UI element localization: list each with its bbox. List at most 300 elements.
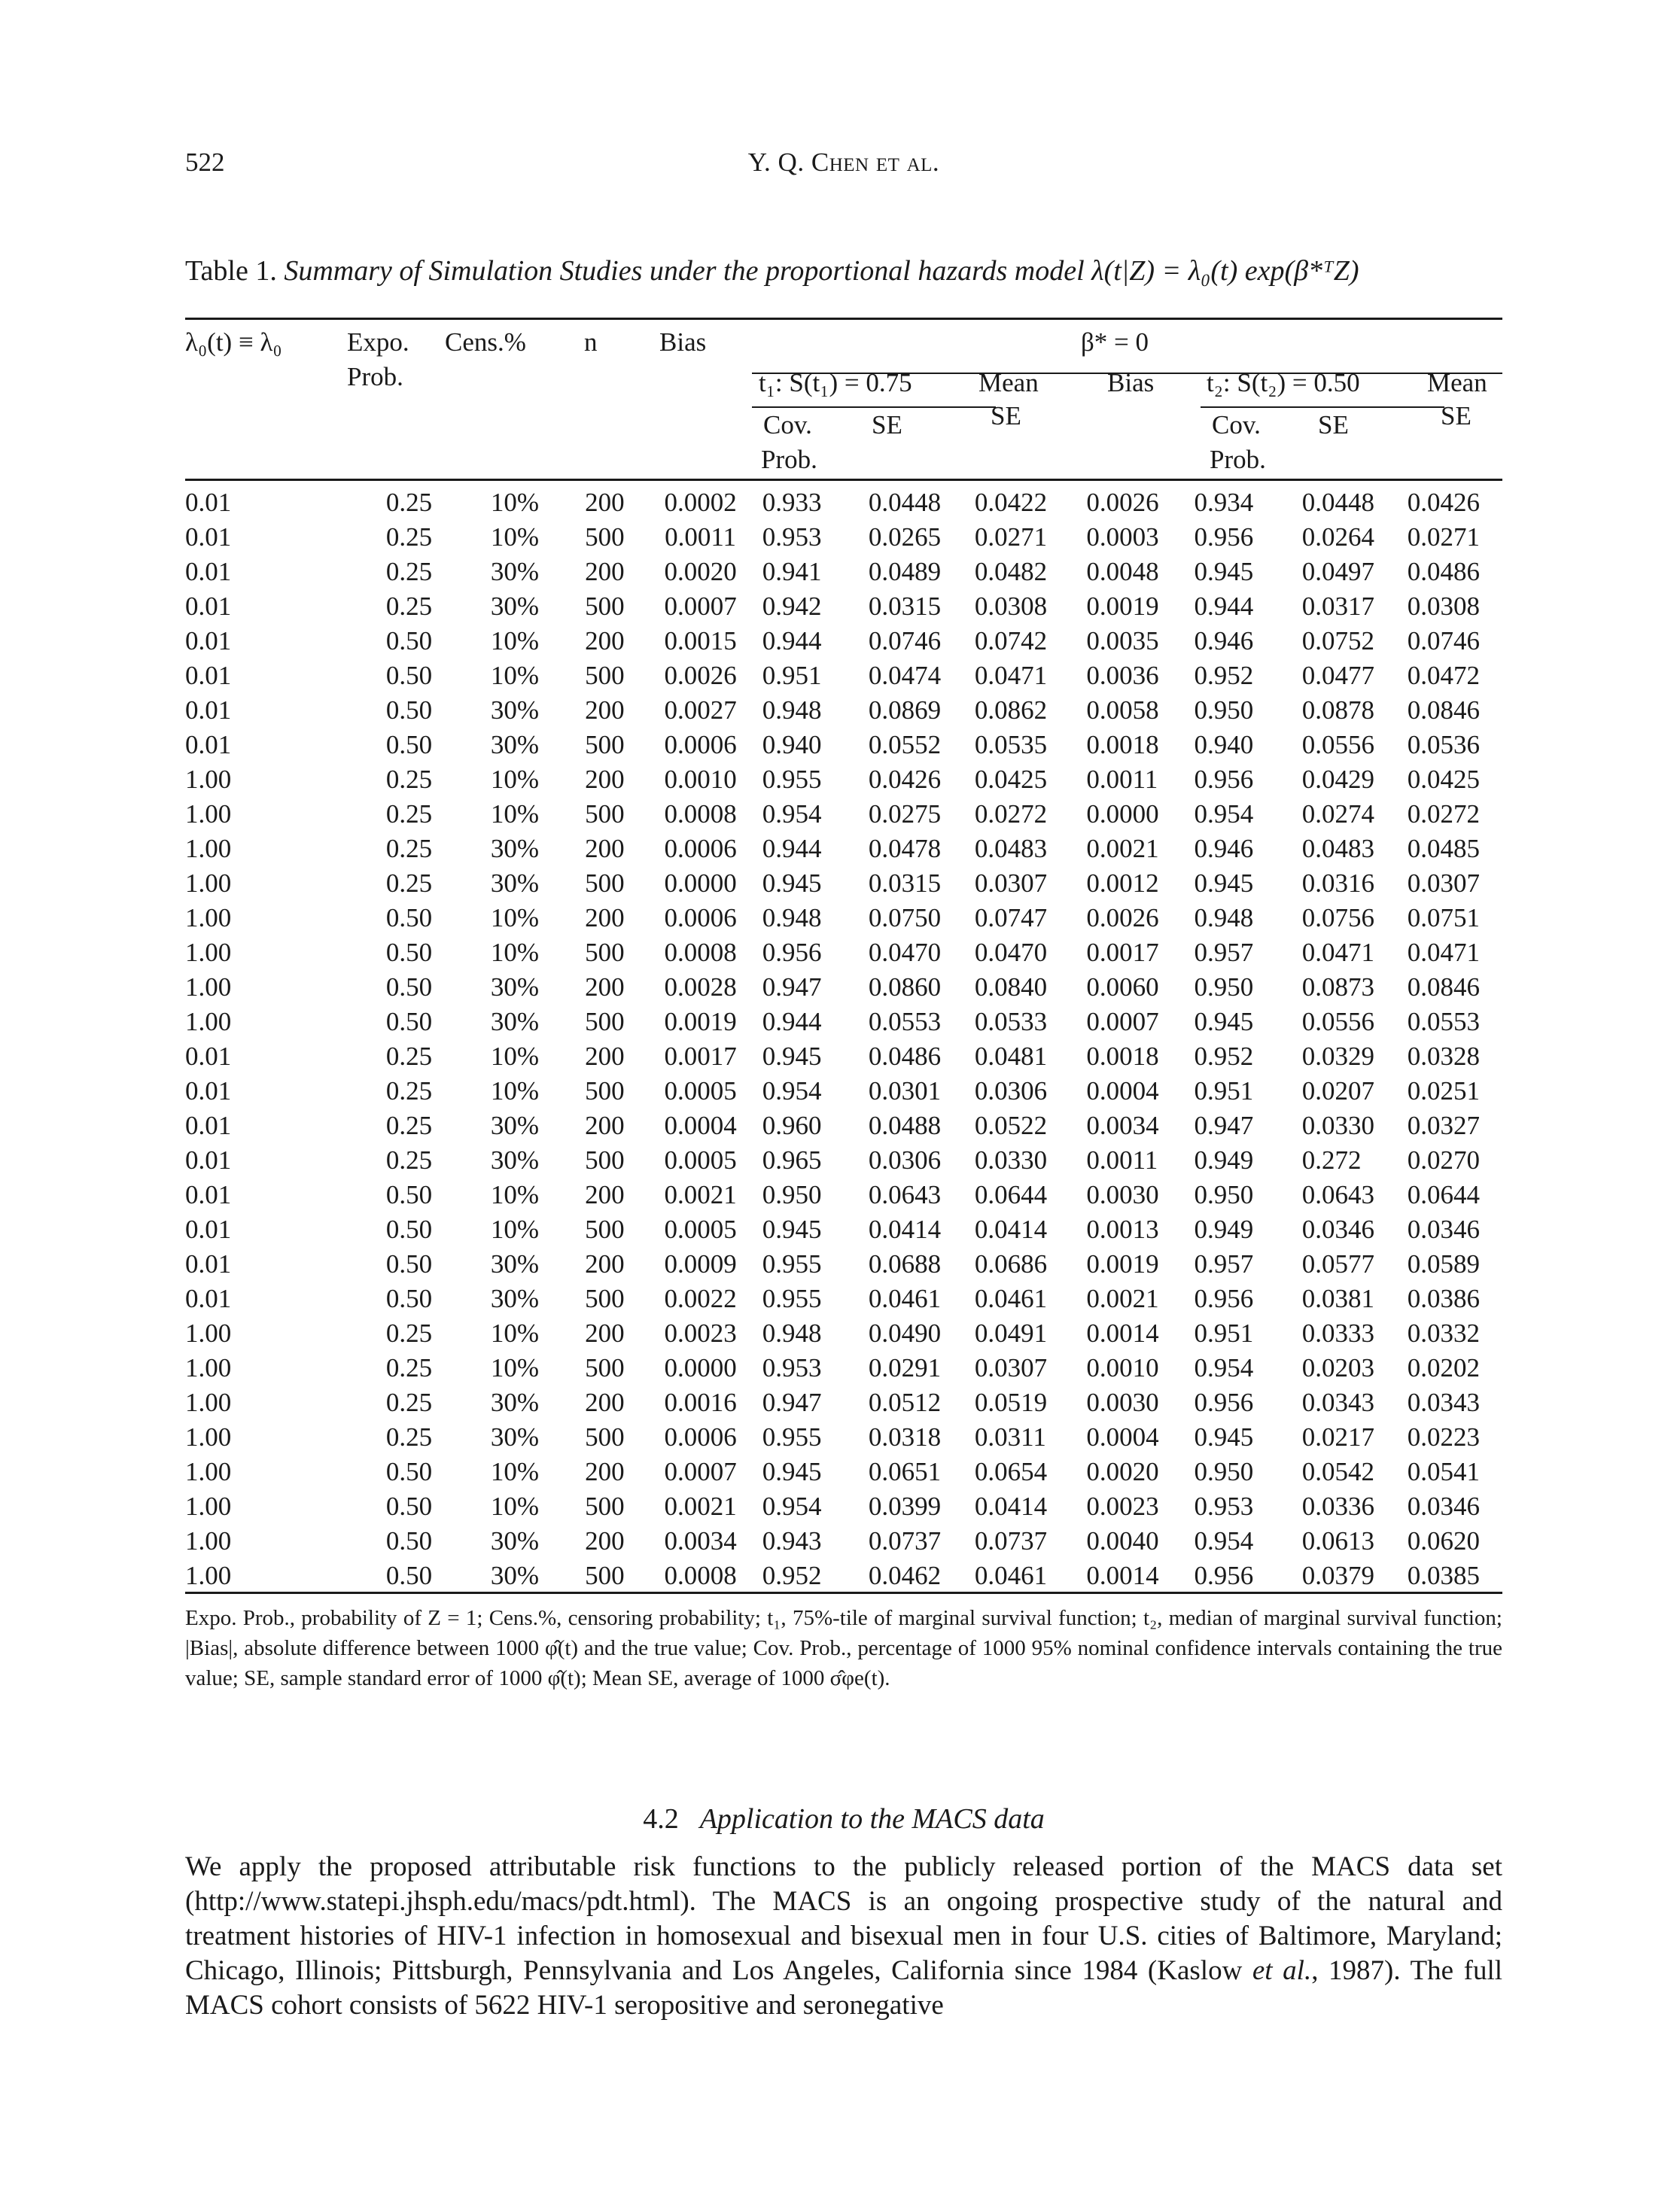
- table-cell: 0.960: [762, 1111, 822, 1140]
- table-cell: 0.947: [762, 1388, 822, 1417]
- table-cell: 200: [585, 834, 625, 863]
- table-cell: 0.0021: [1086, 1284, 1159, 1313]
- table-cell: 0.0330: [974, 1145, 1048, 1175]
- table-cell: 0.0014: [1086, 1319, 1159, 1348]
- table-cell: 0.0019: [1086, 1249, 1159, 1279]
- table-cell: 0.0553: [868, 1007, 942, 1036]
- table-cell: 0.0014: [1086, 1561, 1159, 1590]
- table-cell: 0.0203: [1301, 1353, 1374, 1382]
- table-cell: 0.0471: [1301, 938, 1374, 967]
- table-cell: 0.0643: [1301, 1180, 1374, 1209]
- table-cell: 0.0750: [868, 903, 942, 932]
- table-cell: 0.50: [385, 972, 433, 1002]
- table-cell: 0.0058: [1086, 695, 1159, 725]
- table-cell: 0.0486: [1407, 557, 1480, 586]
- table-cell: 0.01: [185, 695, 232, 725]
- table-cell: 0.0004: [664, 1111, 737, 1140]
- table-cell: 0.0686: [974, 1249, 1048, 1279]
- table-row: [185, 1143, 1502, 1178]
- header-expo: Expo.: [347, 327, 409, 357]
- table-cell: 500: [585, 1284, 625, 1313]
- table-cell: 0.0008: [664, 799, 737, 829]
- table-cell: 0.0346: [1407, 1492, 1480, 1521]
- table-cell: 30%: [490, 1249, 540, 1279]
- table-cell: 0.0318: [868, 1422, 942, 1452]
- table-cell: 0.0471: [974, 661, 1048, 690]
- table-cell: 200: [585, 1249, 625, 1279]
- table-cell: 500: [585, 1076, 625, 1106]
- table-cell: 0.50: [385, 730, 433, 759]
- table-cell: 0.954: [762, 1076, 822, 1106]
- table-row: [185, 797, 1502, 832]
- table-cell: 0.0035: [1086, 626, 1159, 655]
- table-cell: 0.0491: [974, 1319, 1048, 1348]
- table-cell: 0.0251: [1407, 1076, 1480, 1106]
- table-cell: 0.0015: [664, 626, 737, 655]
- table-cell: 0.01: [185, 1284, 232, 1313]
- table-cell: 0.0274: [1301, 799, 1374, 829]
- table-cell: 200: [585, 903, 625, 932]
- table-cell: 0.0429: [1301, 765, 1374, 794]
- table-cell: 10%: [490, 522, 540, 552]
- table-cell: 0.0330: [1301, 1111, 1374, 1140]
- table-cell: 0.01: [185, 1145, 232, 1175]
- table-cell: 0.0060: [1086, 972, 1159, 1002]
- table-cell: 0.0486: [868, 1042, 942, 1071]
- table-cell: 200: [585, 1526, 625, 1556]
- table-cell: 0.0470: [974, 938, 1048, 967]
- table-cell: 0.944: [762, 1007, 822, 1036]
- table-cell: 0.50: [385, 1215, 433, 1244]
- table-cell: 1.00: [185, 938, 232, 967]
- table-cell: 0.943: [762, 1526, 822, 1556]
- table-cell: 0.0490: [868, 1319, 942, 1348]
- section-number: 4.2: [643, 1803, 679, 1835]
- table-row: [185, 1386, 1502, 1420]
- table-cell: 0.957: [1194, 938, 1254, 967]
- table-cell: 0.965: [762, 1145, 822, 1175]
- table-cell: 0.946: [1194, 834, 1254, 863]
- table-cell: 1.00: [185, 834, 232, 863]
- table-cell: 0.951: [1194, 1076, 1254, 1106]
- table-cell: 200: [585, 1388, 625, 1417]
- table-cell: 30%: [490, 972, 540, 1002]
- header-mean2: Mean: [1427, 368, 1487, 397]
- table-cell: 1.00: [185, 903, 232, 932]
- table-cell: 30%: [490, 1526, 540, 1556]
- table-cell: 0.0737: [974, 1526, 1048, 1556]
- table-cell: 0.0346: [1407, 1215, 1480, 1244]
- table-cell: 0.947: [762, 972, 822, 1002]
- table-row: [185, 659, 1502, 693]
- table-cell: 0.0011: [665, 522, 737, 552]
- table-cell: 0.0327: [1407, 1111, 1480, 1140]
- table-cell: 0.0026: [1086, 903, 1159, 932]
- table-cell: 0.0878: [1301, 695, 1374, 725]
- table-cell: 0.0422: [974, 488, 1048, 517]
- table-cell: 0.0644: [974, 1180, 1048, 1209]
- table-cell: 200: [585, 626, 625, 655]
- table-cell: 1.00: [185, 972, 232, 1002]
- table-cell: 0.0011: [1086, 1145, 1158, 1175]
- table-cell: 0.0012: [1086, 868, 1159, 898]
- table-cell: 0.0414: [868, 1215, 942, 1244]
- table-cell: 0.0034: [664, 1526, 737, 1556]
- table-cell: 200: [585, 695, 625, 725]
- table-cell: 0.952: [1194, 661, 1254, 690]
- table-cell: 0.953: [762, 522, 822, 552]
- table-cell: 0.50: [385, 661, 433, 690]
- table-cell: 0.50: [385, 1249, 433, 1279]
- table-cell: 0.0271: [974, 522, 1048, 552]
- table-cell: 0.945: [762, 868, 822, 898]
- table-cell: 0.50: [385, 626, 433, 655]
- table-cell: 0.949: [1194, 1145, 1254, 1175]
- table-cell: 500: [585, 1007, 625, 1036]
- table-cell: 0.25: [385, 834, 433, 863]
- table-cell: 0.0474: [868, 661, 942, 690]
- table-cell: 0.0006: [664, 903, 737, 932]
- table-cell: 0.0461: [974, 1284, 1048, 1313]
- table-cell: 0.0019: [664, 1007, 737, 1036]
- table-cell: 0.0577: [1301, 1249, 1374, 1279]
- table-cell: 1.00: [185, 1353, 232, 1382]
- authors-smallcaps: hen et al.: [829, 148, 940, 177]
- table-cell: 1.00: [185, 1526, 232, 1556]
- table-cell: 0.50: [385, 1492, 433, 1521]
- table-cell: 0.955: [762, 1249, 822, 1279]
- section-title: Application to the MACS data: [699, 1803, 1045, 1835]
- table-cell: 10%: [490, 1319, 540, 1348]
- table-cell: 0.0000: [664, 1353, 737, 1382]
- table-cell: 0.01: [185, 730, 232, 759]
- table-cell: 0.945: [1194, 1422, 1254, 1452]
- table-cell: 0.0862: [974, 695, 1048, 725]
- table-cell: 0.0651: [868, 1457, 942, 1486]
- table-row: [185, 728, 1502, 762]
- table-row: [185, 1351, 1502, 1386]
- table-cell: 1.00: [185, 1457, 232, 1486]
- table-cell: 0.950: [1194, 1457, 1254, 1486]
- table-cell: 0.956: [1194, 1561, 1254, 1590]
- table-cell: 0.0005: [664, 1145, 737, 1175]
- header-lambda: λ₀(t) ≡ λ₀: [185, 327, 282, 357]
- table-cell: 10%: [490, 1457, 540, 1486]
- table-cell: 0.956: [1194, 1284, 1254, 1313]
- table-cell: 0.941: [762, 557, 822, 586]
- table-caption-formula: λ(t|Z) = λ₀(t) exp(β*ᵀZ): [1091, 255, 1359, 287]
- table-cell: 0.0023: [1086, 1492, 1159, 1521]
- table-cell: 0.944: [762, 626, 822, 655]
- table-caption: [185, 254, 1502, 287]
- header-mean1: Mean: [978, 368, 1039, 397]
- table-cell: 0.50: [385, 938, 433, 967]
- table-cell: 0.0756: [1301, 903, 1374, 932]
- table-cell: 0.0489: [868, 557, 942, 586]
- table-row: [185, 624, 1502, 659]
- table-row: [185, 1074, 1502, 1109]
- table-cell: 500: [585, 799, 625, 829]
- table-cell: 0.0379: [1301, 1561, 1374, 1590]
- table-cell: 200: [585, 1111, 625, 1140]
- table-cell: 30%: [490, 1388, 540, 1417]
- table-cell: 0.0747: [974, 903, 1048, 932]
- header-se2: SE: [1318, 410, 1349, 440]
- table-cell: 0.01: [185, 557, 232, 586]
- table-cell: 10%: [490, 1215, 540, 1244]
- table-cell: 0.0272: [974, 799, 1048, 829]
- table-cell: 0.0873: [1301, 972, 1374, 1002]
- table-cell: 30%: [490, 1561, 540, 1590]
- table-cell: 1.00: [185, 799, 232, 829]
- table-cell: 0.25: [385, 765, 433, 794]
- table-cell: 0.0020: [664, 557, 737, 586]
- table-row: [185, 693, 1502, 728]
- table-cell: 0.0020: [1086, 1457, 1159, 1486]
- table-cell: 0.01: [185, 626, 232, 655]
- table-cell: 0.934: [1194, 488, 1254, 517]
- table-cell: 0.25: [385, 799, 433, 829]
- table-row: [185, 589, 1502, 624]
- table-cell: 0.0860: [868, 972, 942, 1002]
- table-cell: 0.50: [385, 1180, 433, 1209]
- table-cell: 30%: [490, 695, 540, 725]
- table-cell: 0.0028: [664, 972, 737, 1002]
- table-cell: 0.272: [1301, 1145, 1362, 1175]
- table-cell: 0.25: [385, 1388, 433, 1417]
- table-cell: 0.0426: [1407, 488, 1480, 517]
- table-row: [185, 1247, 1502, 1282]
- table-cell: 0.25: [385, 1076, 433, 1106]
- table-cell: 1.00: [185, 1561, 232, 1590]
- table-cell: 0.0317: [1301, 592, 1374, 621]
- table-cell: 0.0013: [1086, 1215, 1159, 1244]
- table-cell: 0.949: [1194, 1215, 1254, 1244]
- table-cell: 0.0307: [974, 1353, 1048, 1382]
- table-cell: 0.0556: [1301, 730, 1374, 759]
- table-cell: 0.0840: [974, 972, 1048, 1002]
- table-cell: 0.952: [1194, 1042, 1254, 1071]
- table-row: [185, 1559, 1502, 1593]
- table-cell: 0.0018: [1086, 1042, 1159, 1071]
- table-cell: 0.0333: [1301, 1319, 1374, 1348]
- table-cell: 0.0737: [868, 1526, 942, 1556]
- table-cell: 0.50: [385, 695, 433, 725]
- table-cell: 0.0481: [974, 1042, 1048, 1071]
- table-cell: 0.0021: [1086, 834, 1159, 863]
- table-cell: 0.25: [385, 1422, 433, 1452]
- table-cell: 0.955: [762, 765, 822, 794]
- table-cell: 10%: [490, 1492, 540, 1521]
- table-cell: 0.0017: [664, 1042, 737, 1071]
- results-table: [185, 485, 1502, 1593]
- table-cell: 200: [585, 1457, 625, 1486]
- table-cell: 0.0448: [1301, 488, 1374, 517]
- table-cell: 0.955: [762, 1284, 822, 1313]
- table-cell: 0.0019: [1086, 592, 1159, 621]
- table-cell: 0.0291: [868, 1353, 942, 1382]
- table-cell: 30%: [490, 868, 540, 898]
- table-cell: 0.0644: [1407, 1180, 1480, 1209]
- table-cell: 500: [585, 1492, 625, 1521]
- table-cell: 0.0533: [974, 1007, 1048, 1036]
- table-cell: 0.01: [185, 1076, 232, 1106]
- table-cell: 0.25: [385, 1353, 433, 1382]
- table-cell: 30%: [490, 834, 540, 863]
- table-cell: 0.0535: [974, 730, 1048, 759]
- table-cell: 0.950: [762, 1180, 822, 1209]
- table-row: [185, 762, 1502, 797]
- header-mean2-se: SE: [1441, 401, 1472, 430]
- table-cell: 10%: [490, 661, 540, 690]
- header-cov1-2: Prob.: [761, 445, 817, 474]
- table-cell: 0.945: [762, 1215, 822, 1244]
- table-cell: 0.0343: [1301, 1388, 1374, 1417]
- table-cell: 0.0270: [1407, 1145, 1480, 1175]
- table-cell: 0.0414: [974, 1492, 1048, 1521]
- table-cell: 10%: [490, 1353, 540, 1382]
- table-body: [185, 485, 1502, 1593]
- table-cell: 0.945: [1194, 557, 1254, 586]
- table-cell: 0.940: [762, 730, 822, 759]
- table-cell: 0.0643: [868, 1180, 942, 1209]
- table-label: Table 1.: [185, 255, 277, 287]
- table-cell: 0.950: [1194, 972, 1254, 1002]
- body-paragraph: [185, 1850, 1502, 2023]
- table-cell: 500: [585, 1422, 625, 1452]
- table-cell: 0.951: [1194, 1319, 1254, 1348]
- table-cell: 0.948: [762, 1319, 822, 1348]
- header-mean1-se: SE: [991, 401, 1021, 430]
- table-cell: 0.0472: [1407, 661, 1480, 690]
- table-cell: 0.0343: [1407, 1388, 1480, 1417]
- table-cell: 0.0381: [1301, 1284, 1374, 1313]
- table-cell: 0.01: [185, 1111, 232, 1140]
- table-row: [185, 1039, 1502, 1074]
- table-cell: 0.0005: [664, 1076, 737, 1106]
- table-cell: 30%: [490, 592, 540, 621]
- table-cell: 200: [585, 972, 625, 1002]
- table-cell: 0.50: [385, 1526, 433, 1556]
- header-bottom-rule: [185, 479, 1502, 481]
- table-row: [185, 1109, 1502, 1143]
- table-cell: 0.0461: [974, 1561, 1048, 1590]
- table-cell: 500: [585, 592, 625, 621]
- table-cell: 0.0541: [1407, 1457, 1480, 1486]
- header-bias2: Bias: [1107, 368, 1155, 397]
- table-cell: 0.0307: [974, 868, 1048, 898]
- table-cell: 0.950: [1194, 1180, 1254, 1209]
- table-cell: 0.0007: [1086, 1007, 1159, 1036]
- table-cell: 0.0010: [1086, 1353, 1159, 1382]
- table-cell: 10%: [490, 1076, 540, 1106]
- header-cov1: Cov.: [763, 410, 812, 440]
- table-cell: 0.0536: [1407, 730, 1480, 759]
- table-cell: 0.948: [762, 695, 822, 725]
- table-cell: 0.954: [1194, 799, 1254, 829]
- table-cell: 30%: [490, 1111, 540, 1140]
- table-cell: 0.25: [385, 1042, 433, 1071]
- table-cell: 0.952: [762, 1561, 822, 1590]
- table-cell: 0.0385: [1407, 1561, 1480, 1590]
- table-cell: 0.0265: [868, 522, 942, 552]
- table-row: [185, 1524, 1502, 1559]
- table-cell: 0.0004: [1086, 1422, 1159, 1452]
- table-cell: 0.0275: [868, 799, 942, 829]
- table-cell: 1.00: [185, 868, 232, 898]
- table-cell: 0.0022: [664, 1284, 737, 1313]
- table-cell: 0.25: [385, 557, 433, 586]
- table-cell: 10%: [490, 1042, 540, 1071]
- table-row: [185, 901, 1502, 935]
- header-cens: Cens.%: [445, 327, 526, 357]
- table-cell: 0.953: [1194, 1492, 1254, 1521]
- header-bias: Bias: [659, 327, 707, 357]
- table-cell: 0.0007: [664, 1457, 737, 1486]
- table-cell: 0.0006: [664, 834, 737, 863]
- table-cell: 0.940: [1194, 730, 1254, 759]
- table-cell: 0.0010: [664, 765, 737, 794]
- header-expo-2: Prob.: [347, 362, 403, 391]
- table-cell: 0.0003: [1086, 522, 1159, 552]
- table-row: [185, 1489, 1502, 1524]
- table-cell: 0.50: [385, 1284, 433, 1313]
- table-cell: 0.0425: [974, 765, 1048, 794]
- table-cell: 0.945: [1194, 1007, 1254, 1036]
- table-cell: 0.0488: [868, 1111, 942, 1140]
- table-cell: 0.0462: [868, 1561, 942, 1590]
- table-row: [185, 970, 1502, 1005]
- table-cell: 0.0264: [1301, 522, 1374, 552]
- table-cell: 10%: [490, 903, 540, 932]
- table-cell: 0.0482: [974, 557, 1048, 586]
- table-cell: 0.0008: [664, 1561, 737, 1590]
- table-cell: 0.0461: [868, 1284, 942, 1313]
- table-cell: 0.50: [385, 1007, 433, 1036]
- table-cell: 0.0027: [664, 695, 737, 725]
- table-cell: 0.0746: [868, 626, 942, 655]
- body-text-1: We apply the proposed attributable risk functions to the publicly released portion of the MACS data set (http://www.statepi.jhsph.edu/macs/pdt.html). The MACS is an ongoing prospective study of the natural and treatment histories of HIV-1 infection in homosexual and bisexual men in four U.S. cities of Baltimore, Maryland; Chicago, Illinois; Pittsburgh, Pennsylvania and Los Angeles, California since 1984 (Kaslow: [185, 1851, 1502, 1986]
- table-cell: 0.945: [1194, 868, 1254, 898]
- table-cell: 0.0030: [1086, 1388, 1159, 1417]
- table-cell: 0.0688: [868, 1249, 942, 1279]
- table-cell: 0.950: [1194, 695, 1254, 725]
- table-cell: 0.0008: [664, 938, 737, 967]
- table-cell: 0.0752: [1301, 626, 1374, 655]
- table-cell: 0.0048: [1086, 557, 1159, 586]
- table-row: [185, 1316, 1502, 1351]
- table-cell: 0.0308: [974, 592, 1048, 621]
- table-cell: 0.0746: [1407, 626, 1480, 655]
- table-cell: 0.25: [385, 522, 433, 552]
- table-cell: 0.0552: [868, 730, 942, 759]
- table-cell: 1.00: [185, 1007, 232, 1036]
- table-row: [185, 555, 1502, 589]
- table-cell: 0.944: [762, 834, 822, 863]
- table-cell: 0.946: [1194, 626, 1254, 655]
- table-cell: 200: [585, 1319, 625, 1348]
- table-cell: 0.0553: [1407, 1007, 1480, 1036]
- table-cell: 0.0477: [1301, 661, 1374, 690]
- table-cell: 0.0016: [664, 1388, 737, 1417]
- table-cell: 0.0869: [868, 695, 942, 725]
- table-cell: 500: [585, 1145, 625, 1175]
- header-cov2: Cov.: [1212, 410, 1261, 440]
- table-cell: 0.947: [1194, 1111, 1254, 1140]
- table-cell: 0.0306: [868, 1145, 942, 1175]
- table-cell: 500: [585, 1561, 625, 1590]
- table-cell: 0.945: [762, 1042, 822, 1071]
